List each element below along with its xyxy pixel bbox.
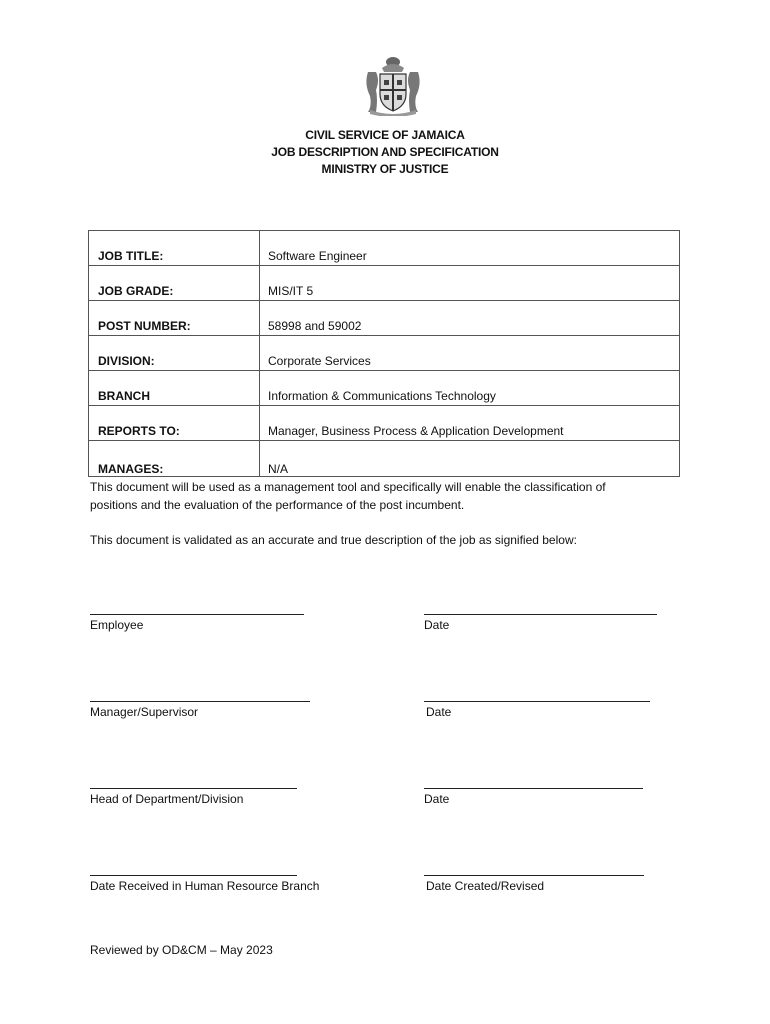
head-signature-line[interactable]	[90, 788, 297, 789]
head-date-label: Date	[424, 792, 450, 806]
hr-received-label: Date Received in Human Resource Branch	[90, 879, 320, 893]
table-row-job-title	[89, 231, 679, 266]
org-title: CIVIL SERVICE OF JAMAICA	[305, 128, 465, 142]
table-row-job-grade	[89, 266, 679, 301]
table-row-reports-to	[89, 406, 679, 441]
job-info-table	[88, 230, 680, 477]
employee-date-line[interactable]	[424, 614, 657, 615]
manager-signature-line[interactable]	[90, 701, 310, 702]
employee-date-label: Date	[424, 618, 450, 632]
job-title-label: JOB TITLE:	[98, 249, 164, 263]
division-value: Corporate Services	[268, 354, 371, 368]
division-label: DIVISION:	[98, 354, 155, 368]
review-footer: Reviewed by OD&CM – May 2023	[90, 943, 273, 957]
date-created-line[interactable]	[424, 875, 644, 876]
ministry-title: MINISTRY OF JUSTICE	[321, 162, 449, 176]
table-row-manages	[89, 441, 679, 476]
validation-paragraph: This document is validated as an accurate and true description of the job as signified below:	[90, 533, 577, 547]
employee-label: Employee	[90, 618, 144, 632]
post-number-value: 58998 and 59002	[268, 319, 362, 333]
purpose-paragraph-line-1: This document will be used as a management tool and specifically will enable the classification of	[90, 480, 606, 494]
manager-label: Manager/Supervisor	[90, 705, 199, 719]
purpose-paragraph-line-2: positions and the evaluation of the performance of the post incumbent.	[90, 498, 465, 512]
reports-to-value: Manager, Business Process & Application Development	[268, 424, 564, 438]
branch-label: BRANCH	[98, 389, 150, 403]
job-title-value: Software Engineer	[268, 249, 367, 263]
table-row-division	[89, 336, 679, 371]
table-row-post-number	[89, 301, 679, 336]
manages-label: MANAGES:	[98, 462, 164, 476]
job-grade-label: JOB GRADE:	[98, 284, 174, 298]
branch-value: Information & Communications Technology	[268, 389, 496, 403]
manages-value: N/A	[268, 462, 289, 476]
head-of-department-label: Head of Department/Division	[90, 792, 244, 806]
jamaica-coat-of-arms-icon	[360, 56, 426, 116]
manager-date-line[interactable]	[424, 701, 650, 702]
head-date-line[interactable]	[424, 788, 643, 789]
job-grade-value: MIS/IT 5	[268, 284, 314, 298]
post-number-label: POST NUMBER:	[98, 319, 191, 333]
reports-to-label: REPORTS TO:	[98, 424, 180, 438]
hr-received-line[interactable]	[90, 875, 297, 876]
document-title: JOB DESCRIPTION AND SPECIFICATION	[271, 145, 499, 159]
table-row-branch	[89, 371, 679, 406]
date-created-label: Date Created/Revised	[426, 879, 545, 893]
employee-signature-line[interactable]	[90, 614, 304, 615]
manager-date-label: Date	[426, 705, 452, 719]
